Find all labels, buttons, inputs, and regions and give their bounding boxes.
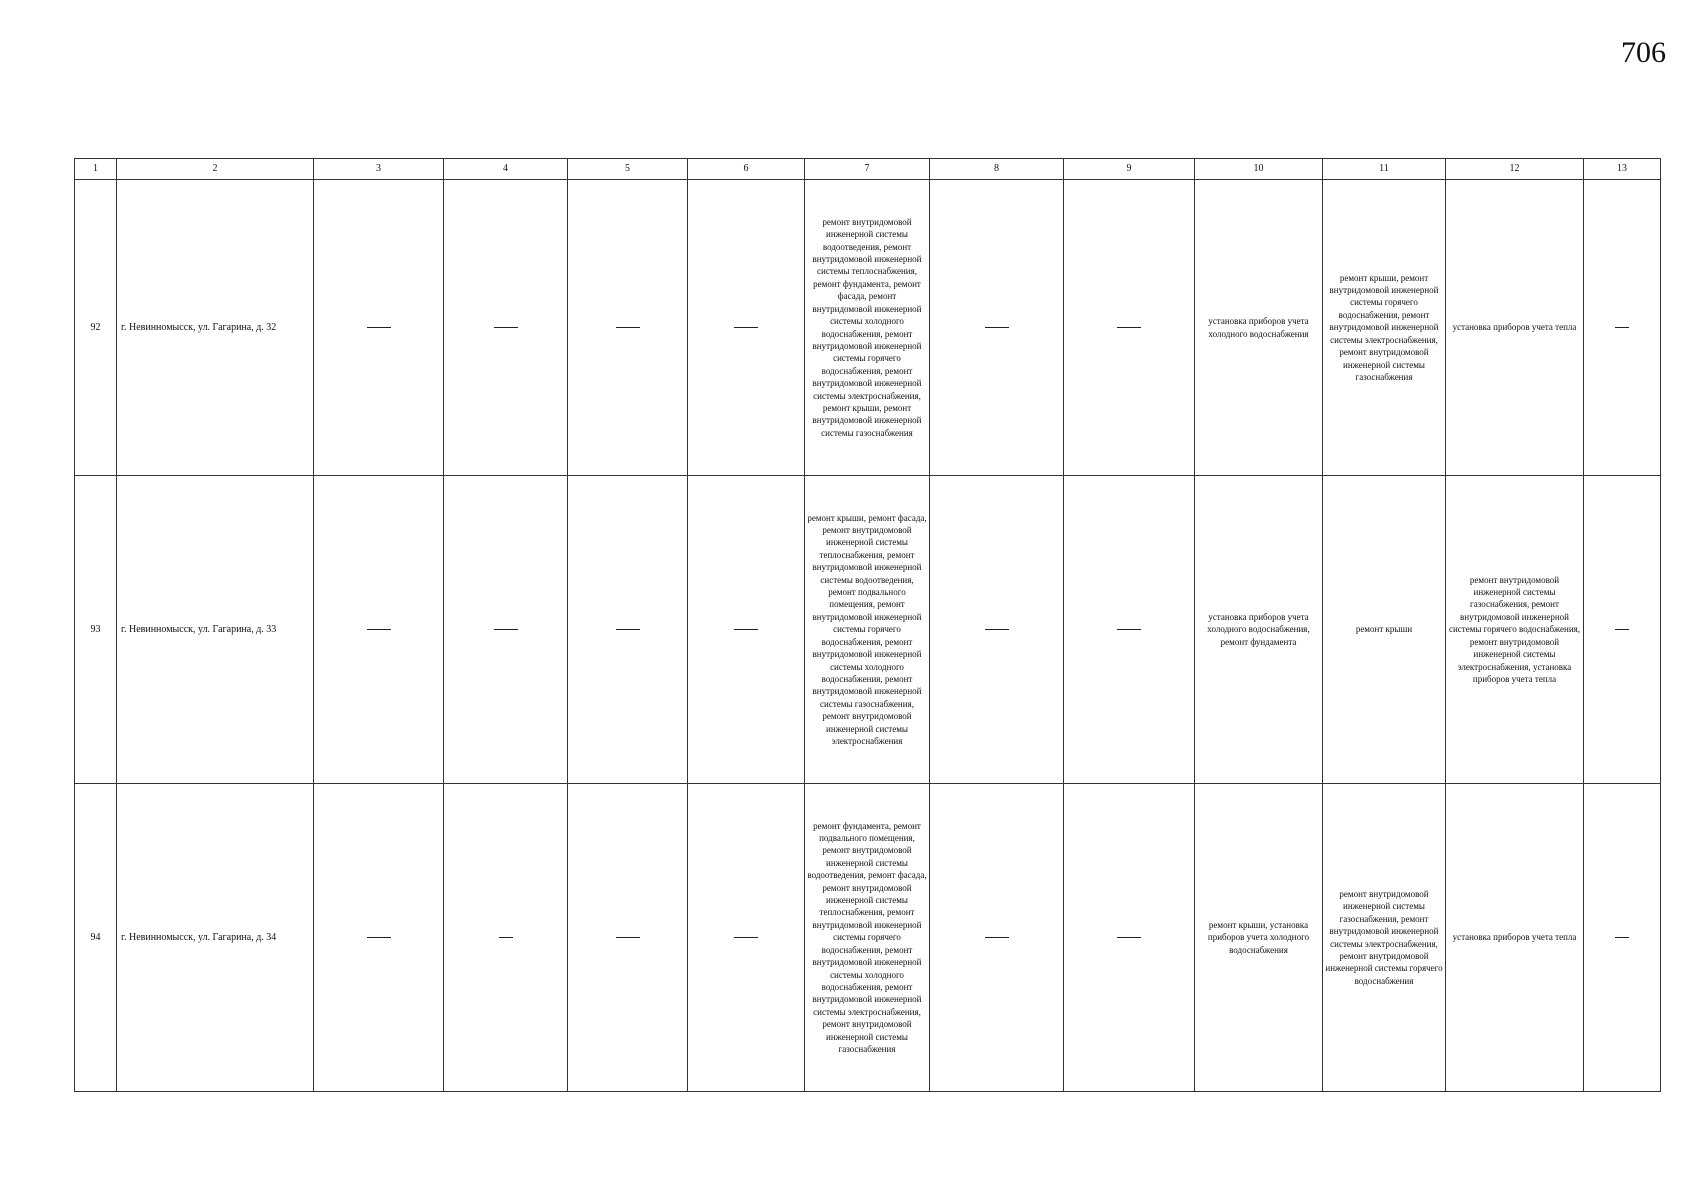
dash-mark — [494, 629, 518, 630]
empty-dash-cell — [930, 476, 1064, 784]
empty-dash-cell — [1584, 180, 1661, 476]
col12-cell: установка приборов учета тепла — [1446, 180, 1584, 476]
dash-mark — [367, 629, 391, 630]
col10-cell: установка приборов учета холодного водоснабжения — [1195, 180, 1323, 476]
row-number: 93 — [75, 476, 117, 784]
col10-cell: ремонт крыши, установка приборов учета холодного водоснабжения — [1195, 784, 1323, 1092]
repair-works-cell: ремонт фундамента, ремонт подвального помещения, ремонт внутридомовой инженерной системы водоотведения, ремонт фасада, ремонт внутридомовой инженерной системы теплоснабжения, ремонт внутридомовой инженерной системы горячего водоснабжения, ремонт внутридомовой инженерной системы холодного водоснабжения, ремонт внутридомовой инженерной системы электроснабжения, ремонт внутридомовой инженерной системы газоснабжения — [805, 784, 930, 1092]
dash-mark — [1117, 327, 1141, 328]
empty-dash-cell — [314, 784, 444, 1092]
col11-cell: ремонт крыши — [1323, 476, 1446, 784]
empty-dash-cell — [444, 476, 568, 784]
header-col-7: 7 — [805, 159, 930, 180]
header-col-13: 13 — [1584, 159, 1661, 180]
header-row — [75, 159, 1661, 180]
empty-dash-cell — [444, 180, 568, 476]
header-col-2: 2 — [117, 159, 314, 180]
repair-schedule-table — [74, 158, 1661, 1092]
dash-mark — [734, 937, 758, 938]
dash-mark — [616, 327, 640, 328]
header-col-4: 4 — [444, 159, 568, 180]
col11-cell: ремонт внутридомовой инженерной системы газоснабжения, ремонт внутридомовой инженерной системы электроснабжения, ремонт внутридомовой инженерной системы горячего водоснабжения — [1323, 784, 1446, 1092]
row-number: 92 — [75, 180, 117, 476]
header-col-9: 9 — [1064, 159, 1195, 180]
header-col-11: 11 — [1323, 159, 1446, 180]
header-col-12: 12 — [1446, 159, 1584, 180]
empty-dash-cell — [930, 180, 1064, 476]
empty-dash-cell — [1064, 180, 1195, 476]
table-row — [75, 476, 1661, 784]
row-address: г. Невинномысск, ул. Гагарина, д. 32 — [117, 180, 314, 476]
table-row — [75, 180, 1661, 476]
dash-mark — [367, 937, 391, 938]
dash-mark — [1615, 327, 1629, 328]
dash-mark — [985, 937, 1009, 938]
repair-works-cell: ремонт внутридомовой инженерной системы водоотведения, ремонт внутридомовой инженерной системы теплоснабжения, ремонт фундамента, ремонт фасада, ремонт внутридомовой инженерной системы холодного водоснабжения, ремонт внутридомовой инженерной системы горячего водоснабжения, ремонт внутридомовой инженерной системы электроснабжения, ремонт крыши, ремонт внутридомовой инженерной системы газоснабжения — [805, 180, 930, 476]
header-col-3: 3 — [314, 159, 444, 180]
empty-dash-cell — [314, 180, 444, 476]
empty-dash-cell — [568, 784, 688, 1092]
col12-cell: установка приборов учета тепла — [1446, 784, 1584, 1092]
row-address: г. Невинномысск, ул. Гагарина, д. 33 — [117, 476, 314, 784]
dash-mark — [985, 327, 1009, 328]
dash-mark — [616, 629, 640, 630]
dash-mark — [1117, 629, 1141, 630]
empty-dash-cell — [444, 784, 568, 1092]
row-address: г. Невинномысск, ул. Гагарина, д. 34 — [117, 784, 314, 1092]
empty-dash-cell — [1064, 784, 1195, 1092]
empty-dash-cell — [1584, 476, 1661, 784]
dash-mark — [1117, 937, 1141, 938]
empty-dash-cell — [1584, 784, 1661, 1092]
header-col-1: 1 — [75, 159, 117, 180]
dash-mark — [494, 327, 518, 328]
col10-cell: установка приборов учета холодного водоснабжения, ремонт фундамента — [1195, 476, 1323, 784]
empty-dash-cell — [688, 180, 805, 476]
row-number: 94 — [75, 784, 117, 1092]
col12-cell: ремонт внутридомовой инженерной системы газоснабжения, ремонт внутридомовой инженерной системы горячего водоснабжения, ремонт внутридомовой инженерной системы электроснабжения, установка приборов учета тепла — [1446, 476, 1584, 784]
dash-mark — [734, 327, 758, 328]
empty-dash-cell — [314, 476, 444, 784]
dash-mark — [734, 629, 758, 630]
table-row — [75, 784, 1661, 1092]
empty-dash-cell — [688, 784, 805, 1092]
header-col-10: 10 — [1195, 159, 1323, 180]
dash-mark — [985, 629, 1009, 630]
dash-mark — [1615, 937, 1629, 938]
header-col-8: 8 — [930, 159, 1064, 180]
page-number: 706 — [1621, 36, 1666, 69]
dash-mark — [499, 937, 513, 938]
header-col-5: 5 — [568, 159, 688, 180]
dash-mark — [1615, 629, 1629, 630]
header-col-6: 6 — [688, 159, 805, 180]
dash-mark — [616, 937, 640, 938]
dash-mark — [367, 327, 391, 328]
empty-dash-cell — [688, 476, 805, 784]
empty-dash-cell — [568, 180, 688, 476]
empty-dash-cell — [568, 476, 688, 784]
empty-dash-cell — [930, 784, 1064, 1092]
empty-dash-cell — [1064, 476, 1195, 784]
repair-works-cell: ремонт крыши, ремонт фасада, ремонт внутридомовой инженерной системы теплоснабжения, ремонт внутридомовой инженерной системы водоотведения, ремонт подвального помещения, ремонт внутридомовой инженерной системы горячего водоснабжения, ремонт внутридомовой инженерной системы холодного водоснабжения, ремонт внутридомовой инженерной системы газоснабжения, ремонт внутридомовой инженерной системы электроснабжения — [805, 476, 930, 784]
col11-cell: ремонт крыши, ремонт внутридомовой инженерной системы горячего водоснабжения, ремонт внутридомовой инженерной системы электроснабжения, ремонт внутридомовой инженерной системы газоснабжения — [1323, 180, 1446, 476]
